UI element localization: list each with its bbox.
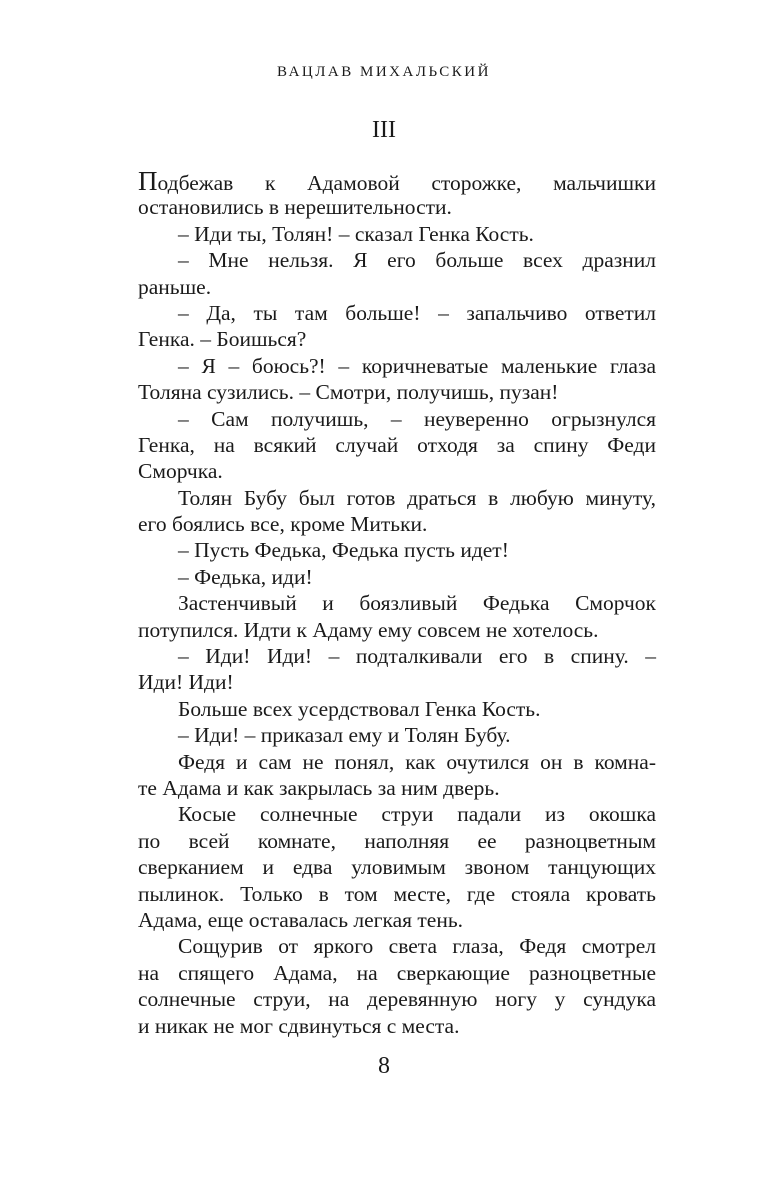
text-line: раньше. xyxy=(138,274,212,299)
text-line: потупился. Идти к Адаму ему совсем не хотелось. xyxy=(138,617,599,642)
text-line: на спящего Адама, на сверкающие разноцветные xyxy=(138,960,656,985)
text-line: Адама, еще оставалась легкая тень. xyxy=(138,907,464,932)
text-line: Генка, на всякий случай отходя за спину Феди xyxy=(138,432,656,457)
text-line: пылинок. Только в том месте, где стояла кровать xyxy=(138,881,656,906)
text-line: Сощурив от яркого света глаза, Федя смотрел xyxy=(178,934,656,959)
text-line: Подбежав к Адамовой сторожке, мальчишки xyxy=(138,166,656,196)
text-line: Федя и сам не понял, как очутился он в комна- xyxy=(178,749,656,774)
page-number: 8 xyxy=(378,1053,390,1079)
text-line: – Пусть Федька, Федька пусть идет! xyxy=(178,538,509,563)
text-line: Косые солнечные струи падали из окошка xyxy=(178,802,656,827)
text-line: – Мне нельзя. Я его больше всех дразнил xyxy=(178,248,656,273)
text-line: Сморчка. xyxy=(138,459,223,484)
body-text xyxy=(138,168,656,1039)
text-line: Генка. – Боишься? xyxy=(138,327,307,352)
text-line: – Иди! Иди! – подталкивали его в спину. – xyxy=(178,644,656,669)
text-line: – Иди ты, Толян! – сказал Генка Кость. xyxy=(178,221,534,246)
text-line: – Я – боюсь?! – коричневатые маленькие глаза xyxy=(178,353,656,378)
initial-letter: П xyxy=(138,166,158,196)
text-line: – Да, ты там больше! – запальчиво ответил xyxy=(178,300,656,325)
text-line: его боялись все, кроме Митьки. xyxy=(138,512,428,537)
text-line: Толяна сузились. – Смотри, получишь, пузан! xyxy=(138,380,559,405)
text-line: солнечные струи, на деревянную ногу у сундука xyxy=(138,987,656,1012)
text-line: те Адама и как закрылась за ним дверь. xyxy=(138,775,500,800)
text-line: остановились в нерешительности. xyxy=(138,195,452,220)
text-line: – Федька, иди! xyxy=(178,564,313,589)
text-line: Застенчивый и боязливый Федька Сморчок xyxy=(178,591,656,616)
text-line: сверканием и едва уловимым звоном танцующих xyxy=(138,855,656,880)
text-line: и никак не мог сдвинуться с места. xyxy=(138,1013,460,1038)
text-line: по всей комнате, наполняя ее разноцветным xyxy=(138,828,656,853)
text-line: – Иди! – приказал ему и Толян Бубу. xyxy=(178,723,511,748)
running-head: ВАЦЛАВ МИХАЛЬСКИЙ xyxy=(277,64,491,80)
text-line: Иди! Иди! xyxy=(138,670,234,695)
text-line: – Сам получишь, – неуверенно огрызнулся xyxy=(178,406,656,431)
text-line: Больше всех усердствовал Генка Кость. xyxy=(178,696,541,721)
text-line: Толян Бубу был готов драться в любую минуту, xyxy=(178,485,656,510)
chapter-number: III xyxy=(372,117,396,143)
